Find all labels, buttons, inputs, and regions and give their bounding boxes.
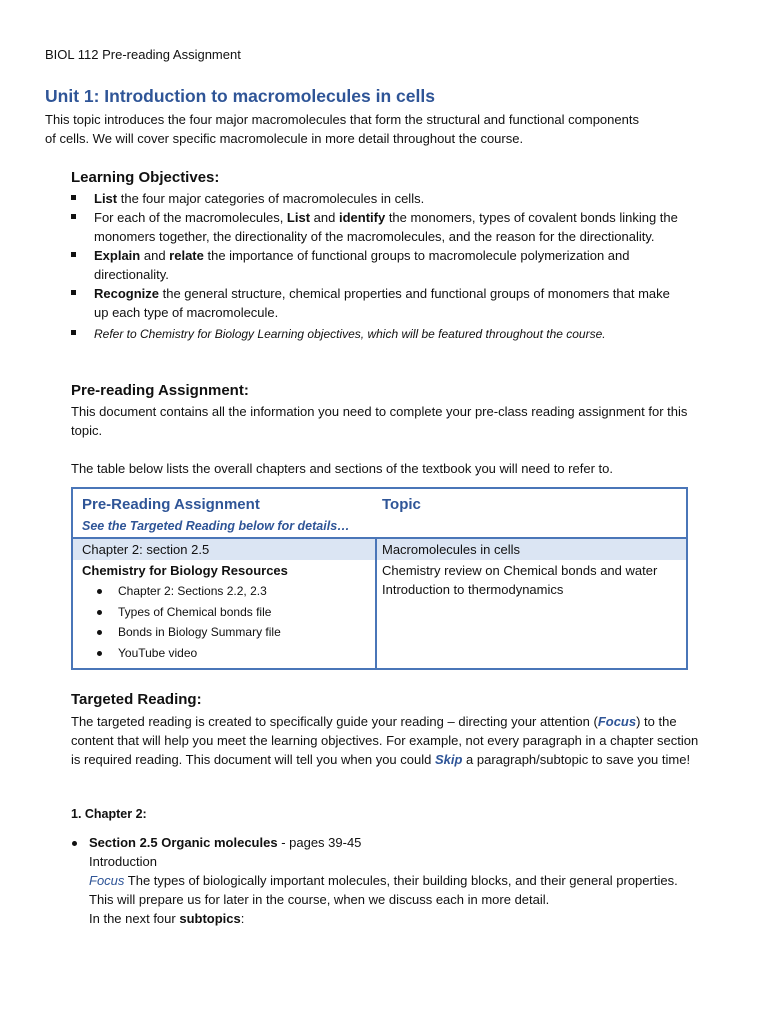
targeted-reading-heading: Targeted Reading: [71, 691, 202, 708]
objective-item: List the four major categories of macromolecules in cells. [71, 189, 681, 208]
square-bullet-icon [71, 214, 76, 219]
list-item: Types of Chemical bonds file [73, 602, 367, 623]
resources-list [73, 581, 367, 663]
subtopics-line: In the next four subtopics: [89, 911, 245, 926]
section-title: Section 2.5 Organic molecules - pages 39-45 [89, 835, 362, 850]
table-cell [82, 561, 367, 663]
unit-intro-line: of cells. We will cover specific macromolecule in more detail throughout the course. [45, 131, 524, 146]
list-item: Chapter 2: Sections 2.2, 2.3 [73, 581, 367, 602]
topic-line: Introduction to thermodynamics [382, 582, 564, 597]
objective-item: Refer to Chemistry for Biology Learning objectives, which will be featured throughout the course. [71, 324, 681, 344]
list-item: Bonds in Biology Summary file [73, 622, 367, 643]
list-item: YouTube video [73, 643, 367, 664]
table-cell: Chapter 2: section 2.5 [82, 542, 210, 557]
table-col1-subheader: See the Targeted Reading below for details… [82, 519, 350, 533]
objectives-list [71, 189, 681, 344]
table-cell: Macromolecules in cells [382, 542, 520, 557]
round-bullet-icon [72, 841, 77, 846]
table-col1-header: Pre-Reading Assignment [82, 496, 260, 513]
objective-item: Recognize the general structure, chemical properties and functional groups of monomers that make up each type of macromolecule. [71, 284, 681, 322]
prereading-paragraph: This document contains all the information you need to complete your pre-class reading assignment for this topic. [71, 404, 688, 438]
objective-item: Explain and relate the importance of functional groups to macromolecule polymerization and directionality. [71, 246, 681, 284]
learning-objectives-heading: Learning Objectives: [71, 169, 220, 186]
square-bullet-icon [71, 330, 76, 335]
unit-intro-line: This topic introduces the four major macromolecules that form the structural and functional components [45, 112, 639, 127]
focus-term: Focus [597, 714, 637, 729]
table-col2-header: Topic [382, 496, 421, 513]
focus-paragraph: Focus The types of biologically important molecules, their building blocks, and their general properties. This will prepare us for later in the course, when we discuss each in more detail. [89, 873, 678, 907]
table-row [73, 539, 686, 560]
skip-term: Skip [434, 752, 463, 767]
objective-item: For each of the macromolecules, List and identify the monomers, types of covalent bonds linking the monomers together, the directionality of the macromolecules, and the reason for the directionality. [71, 208, 681, 246]
section-intro: Introduction [89, 854, 157, 869]
resources-title: Chemistry for Biology Resources [82, 563, 288, 578]
square-bullet-icon [71, 290, 76, 295]
table-header [73, 489, 686, 539]
unit-title: Unit 1: Introduction to macromolecules in cells [45, 86, 435, 106]
section-block [89, 833, 689, 928]
square-bullet-icon [71, 252, 76, 257]
course-header: BIOL 112 Pre-reading Assignment [45, 47, 241, 62]
prereading-table-intro: The table below lists the overall chapters and sections of the textbook you will need to refer to. [71, 461, 613, 476]
targeted-reading-paragraph: The targeted reading is created to specifically guide your reading – directing your attention (Focus) to the content that will help you meet the learning objectives. For example, not every paragraph in a chapter section is required reading. This document will tell you when you could Skip a paragraph/subtopic to save you time! [71, 714, 699, 767]
topic-line: Chemistry review on Chemical bonds and water [382, 563, 658, 578]
chapter-heading: 1. Chapter 2: [71, 807, 147, 821]
prereading-heading: Pre-reading Assignment: [71, 382, 249, 399]
focus-label: Focus [89, 873, 125, 888]
table-cell [382, 561, 682, 599]
table-column-divider [375, 539, 377, 668]
square-bullet-icon [71, 195, 76, 200]
reading-table [71, 487, 688, 670]
unit-intro [45, 110, 705, 148]
